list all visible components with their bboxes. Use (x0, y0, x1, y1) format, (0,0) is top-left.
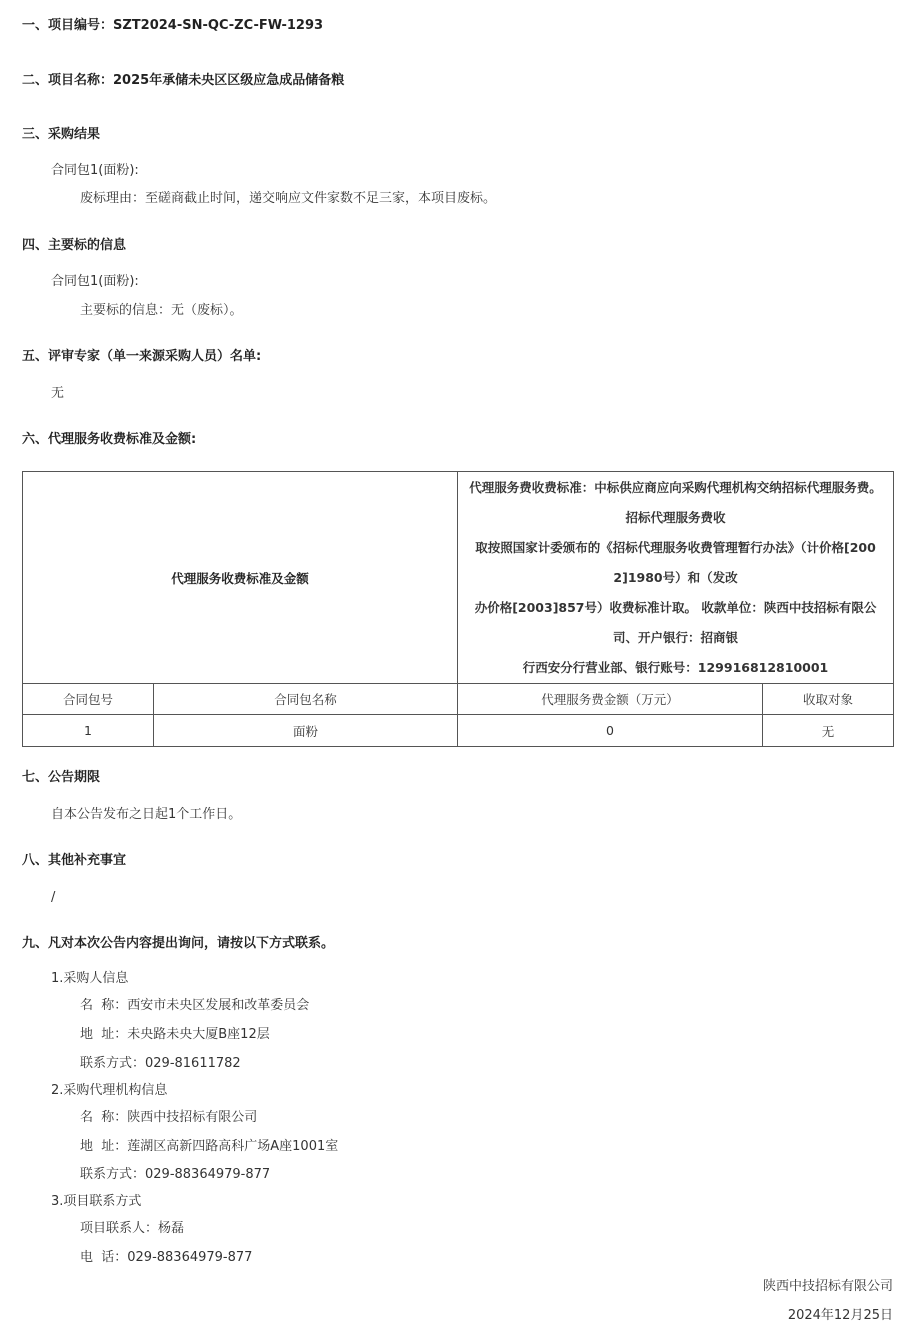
project-contact-phone: 电 话：029-88364979-877 (80, 1250, 253, 1265)
buyer-name: 名 称：西安市未央区发展和改革委员会 (80, 998, 310, 1013)
agency-contact: 联系方式：029-88364979-877 (80, 1167, 271, 1182)
section-title-other: 八、其他补充事宜 (22, 853, 127, 868)
subject-package: 合同包1(面粉): (51, 274, 139, 289)
experts-content: 无 (51, 386, 65, 401)
section-title-contact: 九、凡对本次公告内容提出询问，请按以下方式联系。 (22, 936, 335, 951)
project-name-label: 二、项目名称： (22, 73, 114, 88)
result-detail: 废标理由：至磋商截止时间，递交响应文件家数不足三家，本项目废标。 (80, 191, 497, 206)
agency-name: 名 称：陕西中技招标有限公司 (80, 1110, 258, 1125)
fee-standard-line: 代理服务费收费标准：中标供应商应向采购代理机构交纳招标代理服务费。 (469, 479, 882, 495)
cell-charge-target: 无 (763, 715, 894, 747)
fee-standard-line: 招标代理服务费收 (625, 509, 726, 525)
table-row (23, 715, 894, 747)
header-package-no: 合同包号 (23, 684, 154, 715)
buyer-contact: 联系方式：029-81611782 (80, 1056, 241, 1071)
project-name-value: 2025年承储未央区区级应急成品储备粮 (113, 73, 345, 88)
fee-standard-line: 行西安分行营业部、银行账号：129916812810001 (522, 659, 829, 675)
other-content: / (51, 890, 56, 905)
buyer-address: 地 址：未央路未央大厦B座12层 (80, 1027, 270, 1042)
header-package-name: 合同包名称 (154, 684, 458, 715)
agency-address: 地 址：莲湖区高新四路高科广场A座1001室 (80, 1139, 339, 1154)
project-number-label: 一、项目编号： (22, 18, 114, 33)
fee-standard-text (458, 472, 894, 684)
fee-merged-label: 代理服务收费标准及金额 (23, 472, 458, 684)
project-number-value: SZT2024-SN-QC-ZC-FW-1293 (113, 18, 324, 33)
result-package: 合同包1(面粉): (51, 163, 139, 178)
subject-detail: 主要标的信息：无（废标）。 (80, 303, 243, 318)
project-contact-person: 项目联系人：杨磊 (80, 1221, 185, 1236)
fee-header-row (23, 684, 894, 715)
agency-heading: 2.采购代理机构信息 (51, 1083, 168, 1098)
fee-standard-line: 取按照国家计委颁布的《招标代理服务收费管理暂行办法》（计价格[200 (475, 539, 876, 555)
period-content: 自本公告发布之日起1个工作日。 (51, 807, 242, 822)
buyer-heading: 1.采购人信息 (51, 971, 129, 986)
header-charge-target: 收取对象 (763, 684, 894, 715)
section-title-subject: 四、主要标的信息 (22, 238, 127, 253)
footer-date: 2024年12月25日 (787, 1308, 893, 1323)
cell-package-no: 1 (23, 715, 154, 747)
fee-table (22, 471, 894, 747)
footer-company: 陕西中技招标有限公司 (762, 1279, 893, 1294)
header-fee-amount: 代理服务费金额（万元） (458, 684, 763, 715)
cell-package-name: 面粉 (154, 715, 458, 747)
fee-standard-line: 2]1980号）和（发改 (613, 569, 738, 585)
project-contact-heading: 3.项目联系方式 (51, 1194, 142, 1209)
cell-fee-amount: 0 (458, 715, 763, 747)
section-title-experts: 五、评审专家（单一来源采购人员）名单: (22, 349, 262, 364)
project-number-line (22, 17, 323, 35)
fee-standard-line: 司、开户银行：招商银 (613, 629, 739, 645)
fee-standard-line: 办价格[2003]857号）收费标准计取。 收款单位：陕西中技招标有限公 (474, 599, 877, 615)
section-title-period: 七、公告期限 (22, 770, 101, 785)
section-title-fee: 六、代理服务收费标准及金额: (22, 432, 197, 447)
project-name-line (22, 72, 344, 90)
fee-standard-row (23, 472, 894, 684)
section-title-result: 三、采购结果 (22, 127, 101, 142)
